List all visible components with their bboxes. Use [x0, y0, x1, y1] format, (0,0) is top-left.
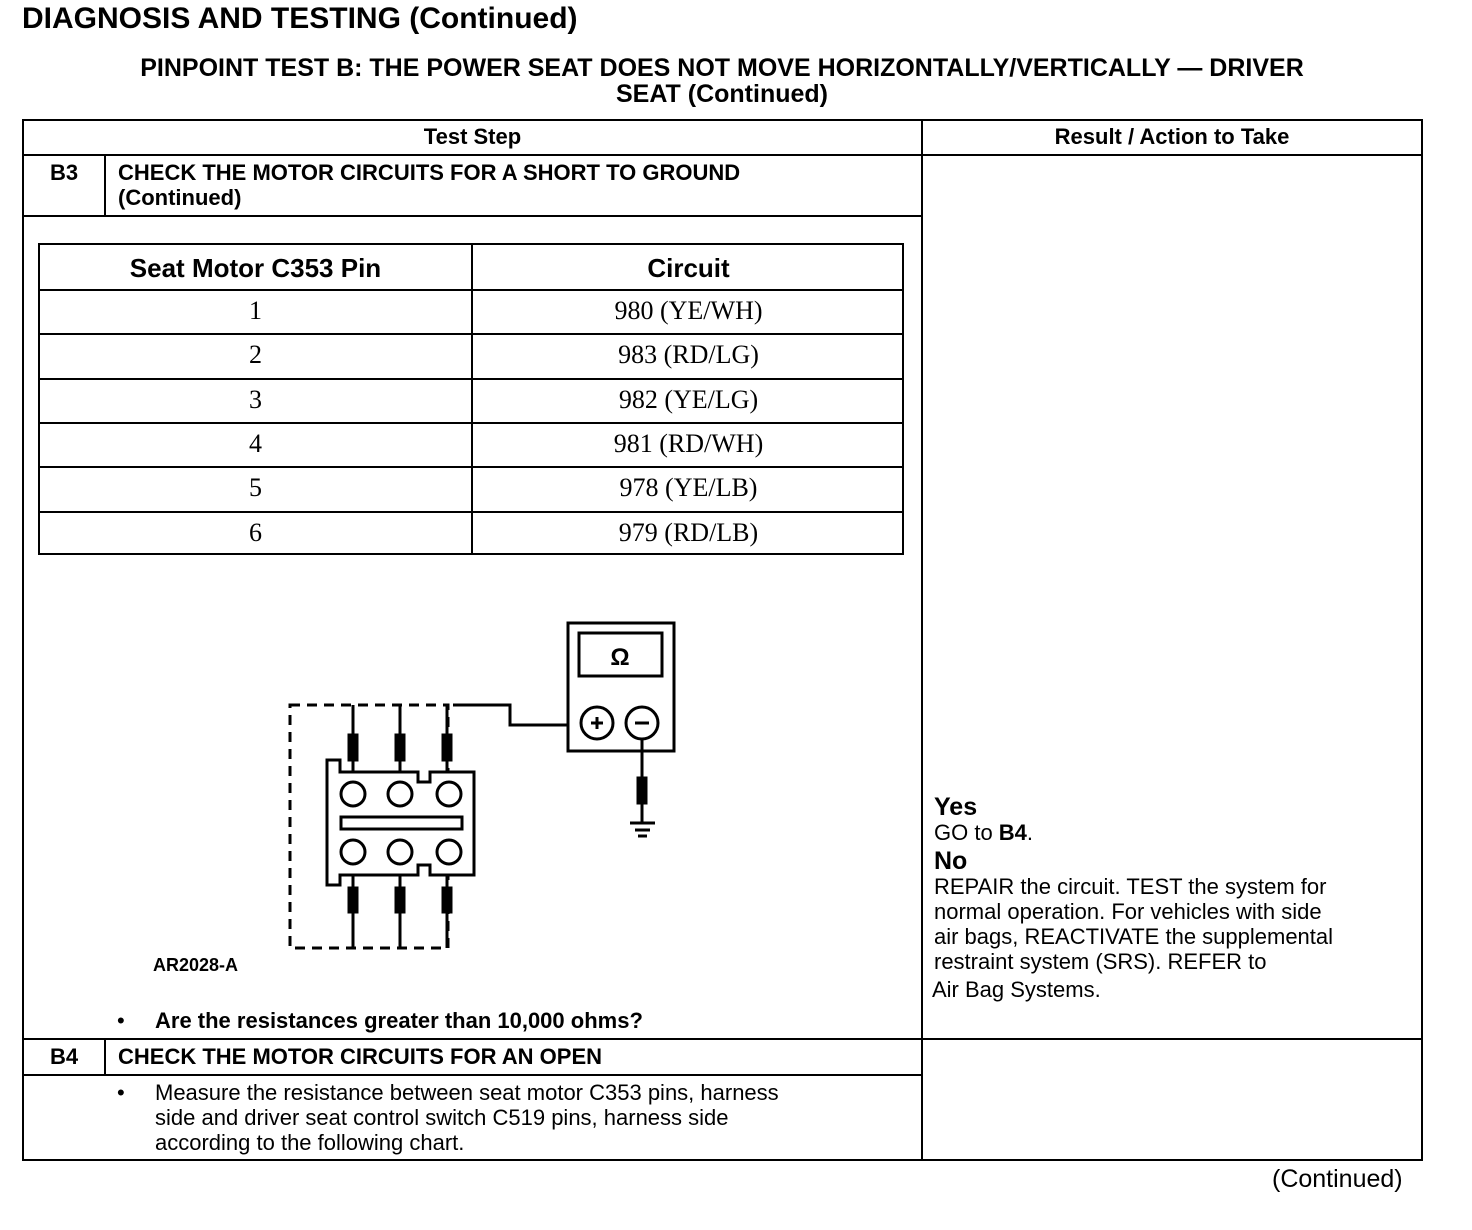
result-action: Yes GO to B4. No REPAIR the circuit. TEST the system for normal operation. For vehicles with side air bags, REACTIVATE the supplemental restraint system (SRS). REFER to Air Bag Systems. — [932, 793, 1334, 1002]
continued-label: (Continued) — [1272, 1165, 1403, 1193]
step-id-b4: B4 — [49, 1044, 79, 1069]
step-id-b3: B3 — [49, 160, 79, 185]
pin-circuit-table — [38, 243, 904, 555]
subtitle-line: SEAT (Continued) — [616, 80, 828, 108]
step-title-b4: CHECK THE MOTOR CIRCUITS FOR AN OPEN — [118, 1044, 603, 1069]
step-title-b3: CHECK THE MOTOR CIRCUITS FOR A SHORT TO GROUND (Continued) — [118, 160, 741, 210]
ohmmeter-diagram — [280, 610, 700, 960]
circuit-cell: 983 (RD/LG) — [618, 340, 759, 370]
test-lead — [453, 705, 581, 725]
pin-cell: 3 — [249, 384, 262, 414]
b4-instructions: Measure the resistance between seat motor C353 pins, harness side and driver seat control switch C519 pins, harness side according to the following chart. — [155, 1080, 779, 1155]
circuit-cell: 978 (YE/LB) — [619, 473, 758, 503]
circuit-header: Circuit — [647, 253, 730, 283]
pinpoint-test-title — [22, 55, 1422, 107]
pin-cell: 4 — [249, 428, 262, 458]
question: Are the resistances greater than 10,000 ohms? — [155, 1008, 643, 1033]
ohm-symbol: Ω — [610, 644, 630, 671]
figure-id: AR2028-A — [153, 955, 239, 975]
bullet: • — [117, 1008, 125, 1033]
no-label: No — [934, 847, 968, 875]
yes-label: Yes — [934, 793, 978, 821]
col-header-result: Result / Action to Take — [1054, 124, 1290, 149]
pin-cell: 1 — [249, 296, 262, 325]
circuit-cell: 979 (RD/LB) — [618, 517, 759, 547]
col-header-test-step: Test Step — [423, 124, 522, 149]
air-bag-systems-link[interactable]: Air Bag Systems. — [932, 977, 1101, 1002]
subtitle-line: PINPOINT TEST B: THE POWER SEAT DOES NOT MOVE HORIZONTALLY/VERTICALLY — DRIVER — [140, 54, 1304, 82]
yes-action: GO to B4. — [934, 820, 1034, 845]
pin-cell: 5 — [249, 473, 262, 503]
circuit-cell: 981 (RD/WH) — [613, 428, 764, 458]
circuit-cell: 980 (YE/WH) — [614, 296, 763, 325]
circuit-cell: 982 (YE/LG) — [618, 384, 759, 414]
pin-cell: 2 — [249, 340, 262, 370]
bullet: • — [117, 1080, 125, 1105]
ground-icon — [630, 823, 655, 836]
pin-header: Seat Motor C353 Pin — [129, 253, 382, 283]
page-title: DIAGNOSIS AND TESTING (Continued) — [22, 2, 578, 35]
pin-cell: 6 — [249, 517, 262, 547]
link-b4[interactable]: B4 — [998, 820, 1027, 845]
